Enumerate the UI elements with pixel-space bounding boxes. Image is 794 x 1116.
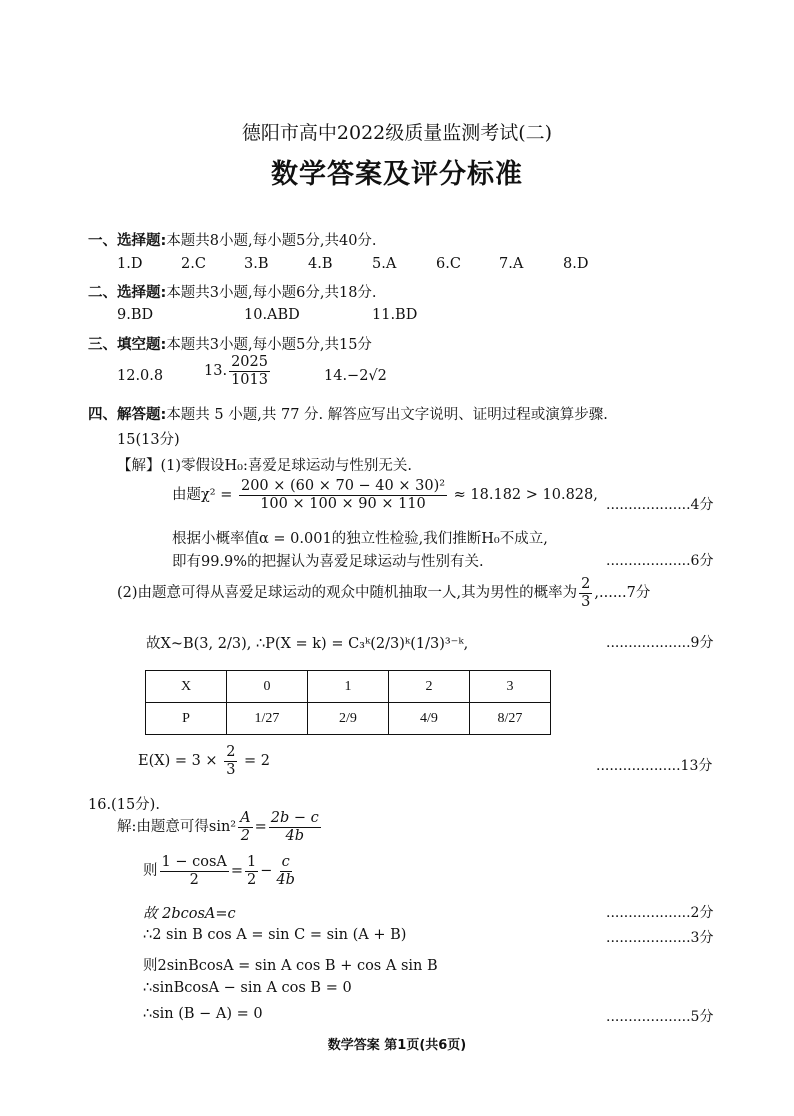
fraction-numerator: 2025 — [231, 354, 268, 370]
fraction-denominator: 1013 — [231, 371, 268, 388]
minus: − — [260, 863, 273, 880]
fraction-denominator: 2 — [189, 871, 199, 888]
q16-line-4: ∴2 sin B cos A = sin C = sin (A + B) — [143, 927, 407, 943]
fraction-denominator: 100 × 100 × 90 × 110 — [260, 495, 426, 512]
fraction-denominator: 4b — [276, 871, 295, 888]
answer-13 — [204, 354, 272, 388]
table-cell: 1/27 — [227, 703, 308, 735]
q16-line-1 — [117, 810, 323, 844]
fraction — [274, 854, 297, 888]
fraction-numerator: 2 — [226, 744, 236, 760]
probability-fraction — [579, 576, 592, 610]
distribution-table — [145, 670, 551, 735]
answer-item: 4.B — [308, 256, 333, 272]
equals: = — [230, 863, 244, 880]
q15-part1-intro: 【解】(1)零假设H₀:喜爱足球运动与性别无关. — [117, 458, 412, 474]
fraction — [229, 354, 270, 388]
score-marker: ...................5分 — [606, 1009, 714, 1025]
section-1-heading — [88, 229, 377, 250]
expectation-formula — [138, 744, 270, 778]
chi-square-formula — [172, 478, 598, 512]
answer-item: 11.BD — [372, 307, 418, 323]
fraction-denominator: 2 — [247, 871, 257, 888]
q16-line-3: 故 2bcosA=c — [143, 906, 236, 922]
fraction-numerator: c — [281, 854, 290, 870]
chi-fraction — [239, 478, 447, 512]
answer-item: 7.A — [499, 256, 524, 272]
table-row — [146, 671, 551, 703]
expect-suffix: = 2 — [244, 753, 271, 770]
fraction-numerator: 200 × (60 × 70 − 40 × 30)² — [240, 478, 446, 494]
q15-part2-intro — [117, 576, 650, 610]
answer-item: 1.D — [117, 256, 143, 272]
fraction-denominator: 4b — [285, 827, 305, 844]
fraction — [269, 810, 321, 844]
table-cell: 2 — [389, 671, 470, 703]
answer-item: 10.ABD — [244, 307, 300, 323]
q16-heading: 16.(15分). — [88, 797, 160, 813]
answer-item: 3.B — [244, 256, 269, 272]
fraction-numerator: 2 — [581, 576, 591, 592]
table-cell: 1 — [308, 671, 389, 703]
chi-result: ≈ 18.182 > 10.828, — [453, 487, 598, 504]
fraction — [160, 854, 229, 888]
score-marker: ...................2分 — [606, 905, 714, 921]
expect-prefix: E(X) = 3 × — [138, 753, 218, 770]
fraction-numerator: 1 — [247, 854, 257, 870]
section-desc: 本题共3小题,每小题5分,共15分 — [166, 337, 372, 353]
fraction-denominator: 3 — [226, 761, 236, 778]
q16-line-2 — [143, 854, 299, 888]
chi-prefix: 由题χ² = — [172, 487, 233, 504]
answer-item: 6.C — [436, 256, 461, 272]
q15-test-line: 根据小概率值α = 0.001的独立性检验,我们推断H₀不成立, — [172, 531, 548, 547]
table-cell: P — [146, 703, 227, 735]
table-cell: 8/27 — [470, 703, 551, 735]
answer-item: 5.A — [372, 256, 397, 272]
exam-title: 德阳市高中2022级质量监测考试(二) — [241, 122, 553, 144]
equals: = — [254, 819, 267, 836]
section-desc: 本题共8小题,每小题5分,共40分. — [166, 233, 377, 249]
answer-13-prefix: 13. — [204, 363, 228, 380]
section-label: 二、选择题: — [88, 285, 167, 301]
expect-fraction — [224, 744, 237, 778]
fraction — [238, 810, 252, 844]
q16-line-5: 则2sinBcosA = sin A cos B + cos A sin B — [143, 958, 438, 974]
q16-line-7: ∴sin (B − A) = 0 — [143, 1006, 263, 1022]
part2-text: (2)由题意可得从喜爱足球运动的观众中随机抽取一人,其为男性的概率为 — [117, 585, 578, 602]
section-3-heading — [88, 333, 372, 354]
fraction — [245, 854, 258, 888]
section-4-heading — [88, 403, 608, 424]
page-footer: 数学答案 第1页(共6页) — [327, 1038, 467, 1053]
q16-line-6: ∴sinBcosA − sin A cos B = 0 — [143, 980, 352, 996]
q15-heading: 15(13分) — [117, 432, 180, 448]
score-marker: ...................6分 — [606, 553, 714, 569]
fraction-numerator: 1 − cosA — [161, 854, 227, 870]
section-label: 三、填空题: — [88, 337, 167, 353]
answer-14: 14.−2√2 — [324, 368, 387, 384]
fraction-numerator: A — [240, 810, 251, 826]
section-desc: 本题共 5 小题,共 77 分. 解答应写出文字说明、证明过程或演算步骤. — [166, 407, 608, 423]
answer-item: 2.C — [181, 256, 206, 272]
page-title: 数学答案及评分标准 — [271, 159, 523, 190]
answer-12: 12.0.8 — [117, 368, 164, 384]
section-desc: 本题共3小题,每小题6分,共18分. — [166, 285, 377, 301]
table-cell: 4/9 — [389, 703, 470, 735]
score-marker: ...................3分 — [606, 930, 714, 946]
text: 解:由题意可得sin² — [117, 819, 237, 836]
score-marker: ...................4分 — [606, 497, 714, 513]
table-cell: X — [146, 671, 227, 703]
table-row — [146, 703, 551, 735]
table-cell: 2/9 — [308, 703, 389, 735]
table-cell: 3 — [470, 671, 551, 703]
answer-item: 9.BD — [117, 307, 154, 323]
answer-item: 8.D — [563, 256, 589, 272]
table-cell: 0 — [227, 671, 308, 703]
section-label: 一、选择题: — [88, 233, 167, 249]
q15-conclusion: 即有99.9%的把握认为喜爱足球运动与性别有关. — [172, 554, 484, 570]
text: 则 — [143, 863, 158, 880]
score-marker: ,......7分 — [594, 585, 651, 602]
score-marker: ...................9分 — [606, 635, 714, 651]
binomial-distribution: 故X~B(3, 2/3), ∴P(X = k) = C₃ᵏ(2/3)ᵏ(1/3)³⁻ᵏ, — [146, 636, 469, 652]
fraction-numerator: 2b − c — [270, 810, 319, 826]
score-marker: ...................13分 — [596, 758, 713, 774]
section-2-heading — [88, 281, 377, 302]
section-label: 四、解答题: — [88, 407, 167, 423]
fraction-denominator: 2 — [240, 827, 250, 844]
fraction-denominator: 3 — [581, 593, 591, 610]
